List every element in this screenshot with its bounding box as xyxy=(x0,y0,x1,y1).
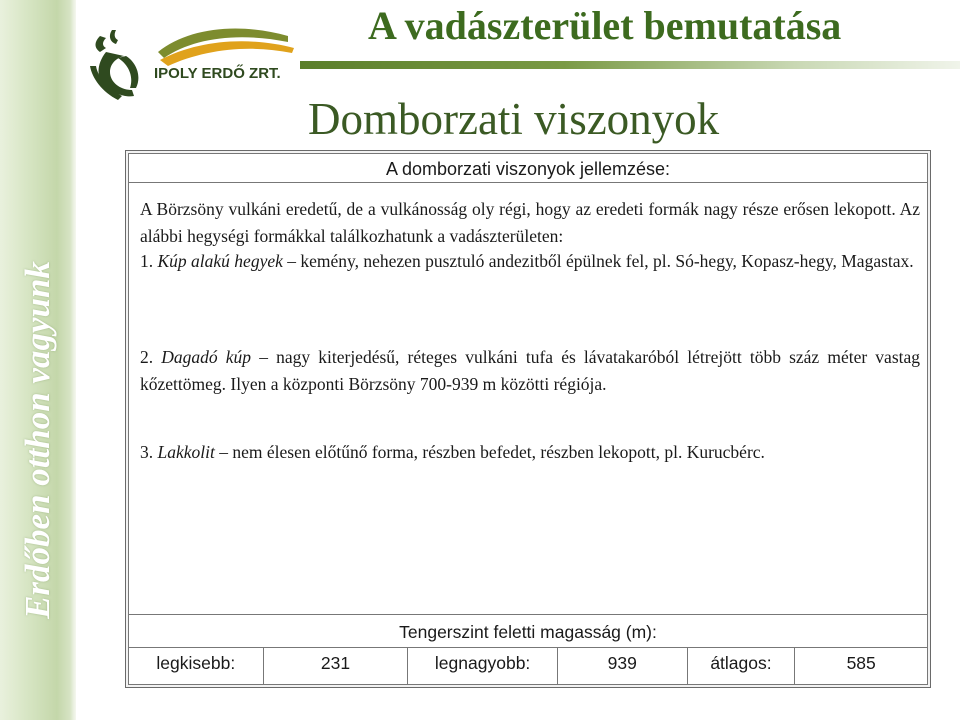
slide-subtitle: Domborzati viszonyok xyxy=(308,94,720,144)
scan-body xyxy=(129,182,927,615)
header-divider xyxy=(300,61,960,69)
logo-wordmark: IPOLY ERDŐ ZRT. xyxy=(154,65,281,82)
altitude-max-value: 939 xyxy=(558,648,688,684)
scan-box-title: A domborzati viszonyok jellemzése: xyxy=(129,154,927,183)
list-item xyxy=(140,439,920,466)
item-dash: – xyxy=(219,442,228,462)
item-text: kemény, nehezen pusztuló andezitből épülnek fel, pl. Só-hegy, Kopasz-hegy, Magastax. xyxy=(300,251,914,271)
list-item xyxy=(140,248,920,275)
item-term: Dagadó kúp xyxy=(161,347,252,367)
item-text: nagy kiterjedésű, réteges vulkáni tufa és lávatakaróból létrejött több száz méter vastag kőzettömeg. Ilyen a központi Börzsöny 700-939 m közötti régiója. xyxy=(140,347,921,394)
altitude-min-value: 231 xyxy=(264,648,409,684)
item-number: 3. xyxy=(140,442,154,462)
sidebar-slogan-container xyxy=(0,0,76,720)
item-number: 1. xyxy=(140,251,154,271)
item-text: nem élesen előtűnő forma, részben befedet, részben lekopott, pl. Kurucbérc. xyxy=(232,442,765,462)
item-dash: – xyxy=(287,251,296,271)
item-number: 2. xyxy=(140,347,154,367)
item-dash: – xyxy=(259,347,268,367)
altitude-min-label: legkisebb: xyxy=(129,648,264,684)
altitude-avg-label: átlagos: xyxy=(688,648,796,684)
page-title: A vadászterület bemutatása xyxy=(368,3,842,48)
item-term: Kúp alakú hegyek xyxy=(157,251,283,271)
embedded-document-scan xyxy=(125,150,931,688)
sidebar-slogan: Erdőben otthon vagyunk xyxy=(18,261,57,619)
scan-frame xyxy=(128,153,928,685)
company-logo xyxy=(88,18,298,110)
altitude-label: Tengerszint feletti magasság (m): xyxy=(129,614,927,648)
altitude-avg-value: 585 xyxy=(846,653,876,673)
altitude-row xyxy=(129,648,927,684)
list-item xyxy=(140,344,920,398)
item-term: Lakkolit xyxy=(157,442,215,462)
altitude-max-label: legnagyobb: xyxy=(408,648,558,684)
logo-emblem-icon xyxy=(88,18,298,110)
intro-paragraph: A Börzsöny vulkáni eredetű, de a vulkánosság oly régi, hogy az eredeti formák nagy része erősen lekopott. Az alábbi hegységi formákkal találkozhatunk a vadászterületen: xyxy=(140,199,920,246)
